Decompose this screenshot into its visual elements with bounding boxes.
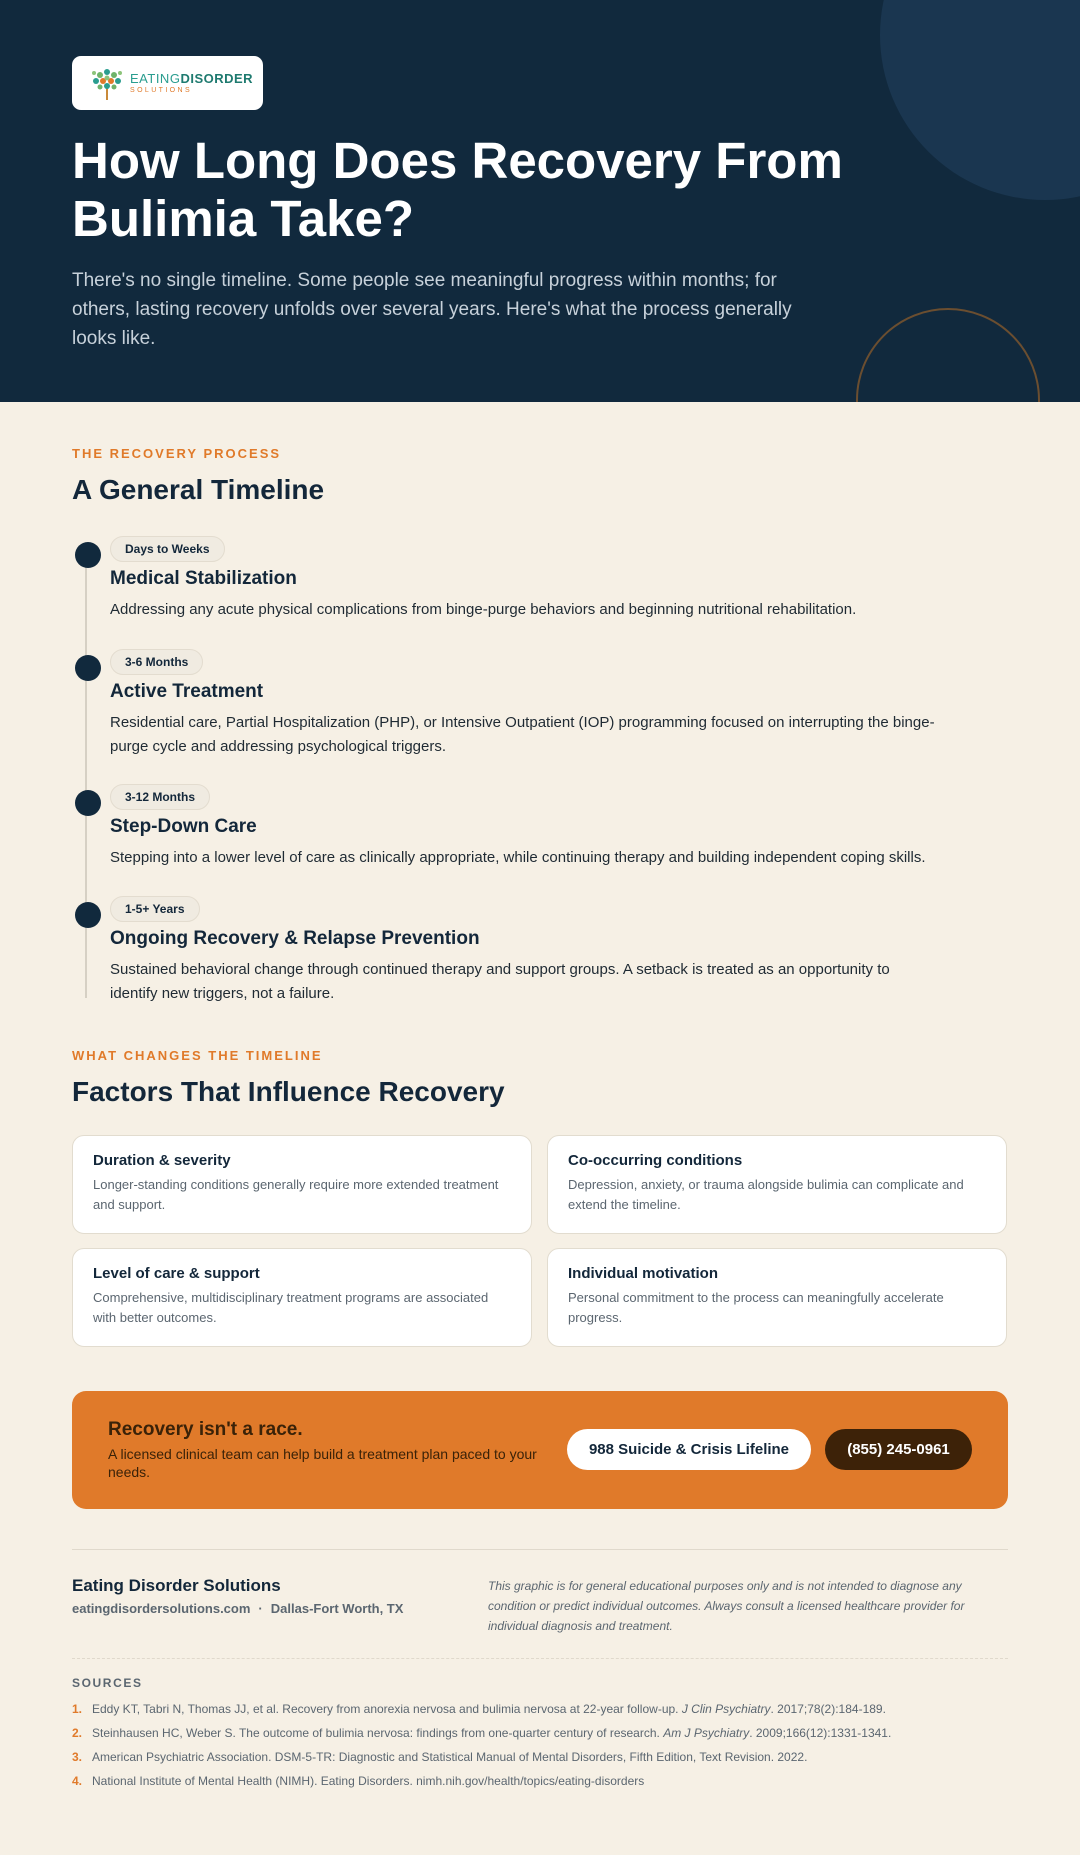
factor-card <box>72 1248 532 1347</box>
timeline-badge: Days to Weeks <box>110 536 225 562</box>
sources-divider <box>72 1658 1008 1659</box>
logo-wordmark: EATINGDISORDER <box>130 70 254 86</box>
footer-org-name: Eating Disorder Solutions <box>72 1576 281 1595</box>
factor-title: Co-occurring conditions <box>568 1152 743 1169</box>
timeline-item-text: Addressing any acute physical complications from binge-purge behaviors and beginning nutritional rehabilitation. <box>110 601 857 618</box>
hero-lede: There's no single timeline. Some people see meaningful progress within months; for others, lasting recovery unfolds over several years. Here's what the process generally looks like. <box>72 270 792 349</box>
footer-disclaimer: This graphic is for general educational purposes only and is not intended to diagnose any condition or predict individual outcomes. Always consult a licensed healthcare provider for individual diagnosis and treatment. <box>488 1579 965 1633</box>
timeline-item-title: Medical Stabilization <box>110 568 297 589</box>
footer-website-link[interactable]: eatingdisordersolutions.com <box>72 1601 251 1616</box>
timeline-item-title: Step-Down Care <box>110 816 257 837</box>
factor-card <box>547 1248 1007 1347</box>
cta-banner <box>72 1391 1008 1509</box>
footer-meta <box>72 1601 403 1616</box>
factor-title: Individual motivation <box>568 1265 719 1282</box>
source-item: 3. American Psychiatric Association. DSM-5-TR: Diagnostic and Statistical Manual of Mental Disorders, Fifth Edition, Text Revision. 2022. <box>72 1750 808 1764</box>
timeline-badge: 1-5+ Years <box>110 896 200 922</box>
logo[interactable] <box>72 56 263 110</box>
timeline-line <box>85 555 87 998</box>
factor-text: Comprehensive, multidisciplinary treatment programs are associated with better outcomes. <box>93 1290 489 1325</box>
cta-title: Recovery isn't a race. <box>108 1419 303 1440</box>
timeline-item-title: Ongoing Recovery & Relapse Prevention <box>110 928 480 949</box>
timeline-item-title: Active Treatment <box>110 681 264 702</box>
source-item: 2. Steinhausen HC, Weber S. The outcome of bulimia nervosa: findings from one-quarter century of research. Am J Psychiatry. 2009;166(12):1331-1341. <box>72 1726 892 1740</box>
factors-heading: Factors That Influence Recovery <box>72 1076 505 1107</box>
source-link[interactable]: National Institute of Mental Health (NIMH). Eating Disorders. nimh.nih.gov/health/topics/eating-disorders <box>92 1774 645 1788</box>
factor-card <box>72 1135 532 1234</box>
timeline-heading: A General Timeline <box>72 474 325 505</box>
timeline-dot <box>75 790 101 816</box>
decorative-circle <box>880 0 1080 200</box>
footer-separator: · <box>258 1601 263 1616</box>
factor-title: Level of care & support <box>93 1265 260 1282</box>
timeline-item-text: Stepping into a lower level of care as clinically appropriate, while continuing therapy and building independent coping skills. <box>110 849 926 866</box>
source-number: 2. <box>72 1726 83 1740</box>
timeline-item-text: Sustained behavioral change through continued therapy and support groups. A setback is treated as an opportunity to identify new triggers, not a failure. <box>110 961 890 1002</box>
source-number: 1. <box>72 1702 83 1716</box>
factors-eyebrow: WHAT CHANGES THE TIMELINE <box>72 1048 323 1063</box>
factor-text: Longer-standing conditions generally require more extended treatment and support. <box>93 1177 499 1212</box>
page-title: How Long Does Recovery From Bulimia Take? <box>72 132 843 247</box>
phone-call-button[interactable]: (855) 245-0961 <box>825 1429 972 1470</box>
hero-banner <box>0 0 1080 402</box>
footer-location: Dallas-Fort Worth, TX <box>270 1601 404 1616</box>
crisis-lifeline-button[interactable]: 988 Suicide & Crisis Lifeline <box>567 1429 811 1470</box>
timeline-badge: 3-6 Months <box>110 649 203 675</box>
timeline-item-text: Residential care, Partial Hospitalization (PHP), or Intensive Outpatient (IOP) programming focused on interrupting the binge-purge cycle and addressing psychological triggers. <box>110 714 935 755</box>
timeline-dot <box>75 655 101 681</box>
factor-text: Depression, anxiety, or trauma alongside bulimia can complicate and extend the timeline. <box>568 1177 964 1212</box>
sources-heading: SOURCES <box>72 1676 143 1690</box>
factor-title: Duration & severity <box>93 1152 231 1169</box>
timeline-dot <box>75 902 101 928</box>
cta-text: A licensed clinical team can help build a treatment plan paced to your needs. <box>108 1446 537 1480</box>
tree-logo-icon <box>90 64 124 102</box>
timeline-dot <box>75 542 101 568</box>
decorative-ring <box>856 308 1040 402</box>
source-number: 3. <box>72 1750 83 1764</box>
timeline-eyebrow: THE RECOVERY PROCESS <box>72 446 282 461</box>
source-item <box>72 1774 1012 1788</box>
source-item: 1. Eddy KT, Tabri N, Thomas JJ, et al. Recovery from anorexia nervosa and bulimia nervosa at 22-year follow-up. J Clin Psychiatry. 2017;78(2):184-189. <box>72 1702 886 1716</box>
factor-card <box>547 1135 1007 1234</box>
source-number: 4. <box>72 1774 83 1788</box>
footer-divider <box>72 1549 1008 1550</box>
factor-text: Personal commitment to the process can meaningfully accelerate progress. <box>568 1290 944 1325</box>
logo-tagline: SOLUTIONS <box>130 86 193 94</box>
timeline-badge: 3-12 Months <box>110 784 210 810</box>
